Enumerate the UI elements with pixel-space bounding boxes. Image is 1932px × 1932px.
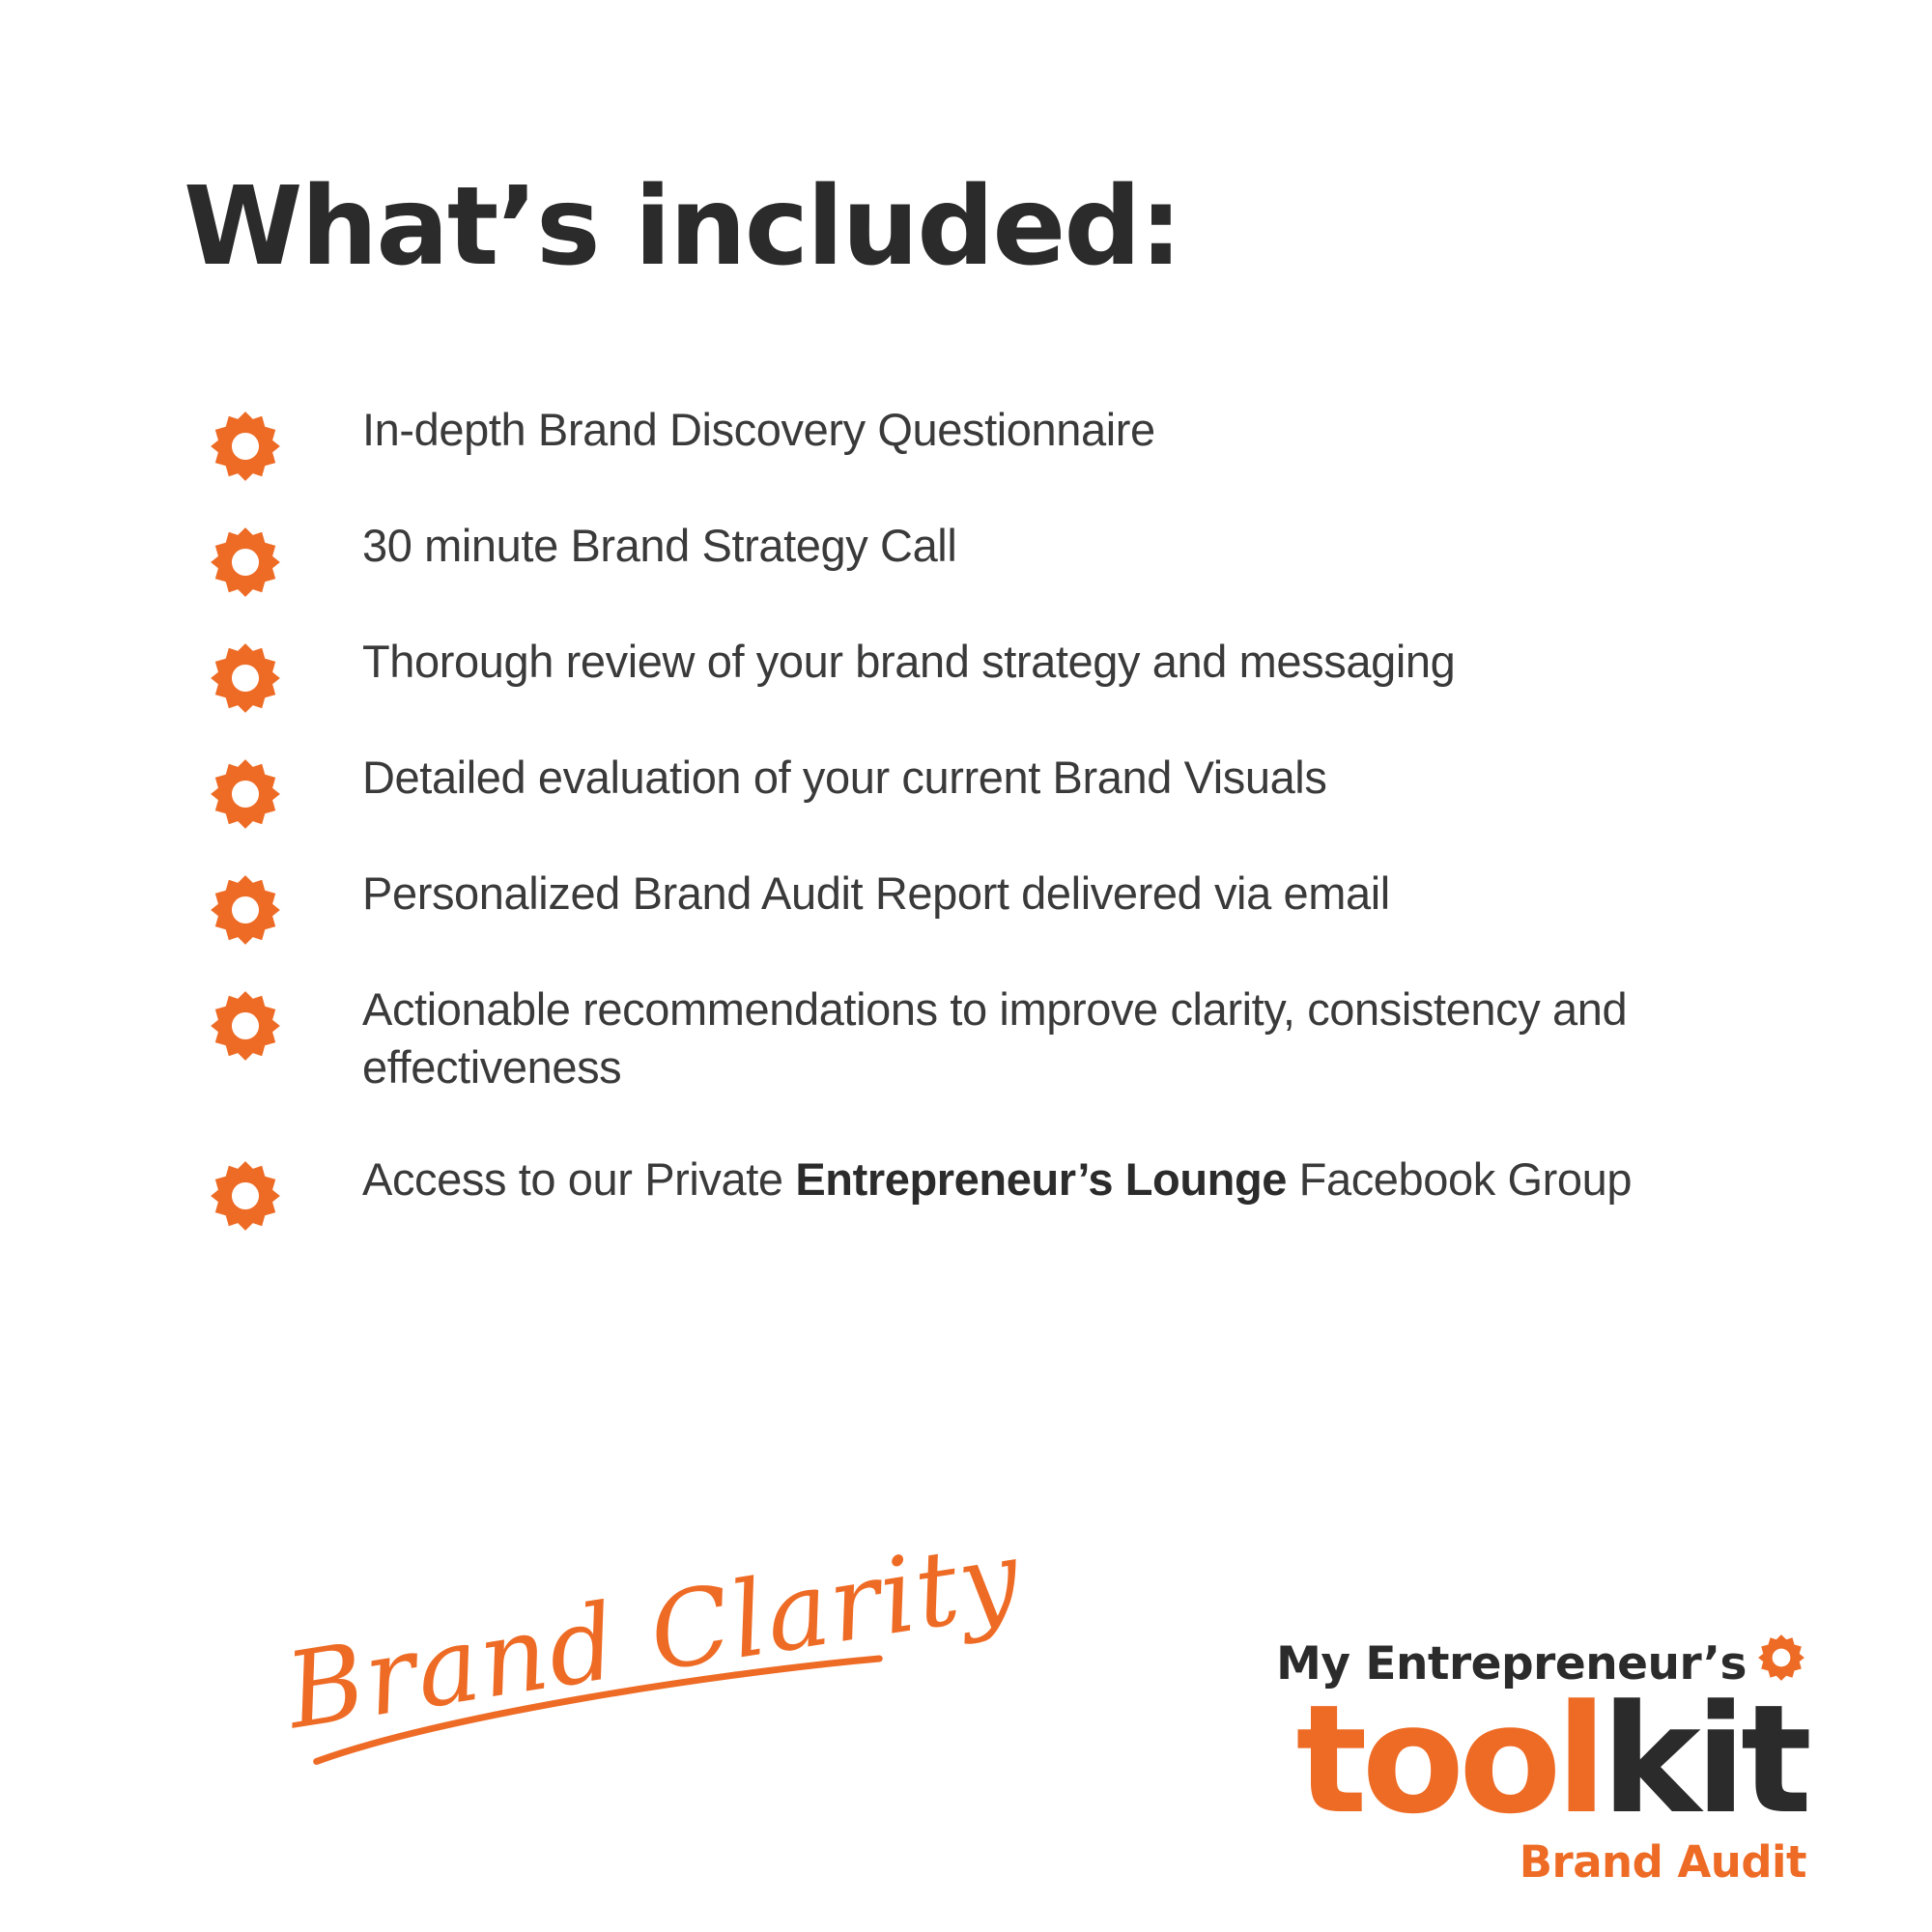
gear-icon xyxy=(208,401,362,484)
list-item-label: In-depth Brand Discovery Questionnaire xyxy=(362,404,1155,455)
list-item-label: Thorough review of your brand strategy and messaging xyxy=(362,636,1456,687)
list-item xyxy=(208,865,1831,948)
logo-tagline: Brand Audit xyxy=(1519,1836,1806,1889)
gear-icon xyxy=(208,1151,362,1234)
logo-word-kit: kit xyxy=(1601,1672,1806,1847)
list-item-text-bold: Entrepreneur’s Lounge xyxy=(795,1153,1287,1206)
list-item-label-rich xyxy=(362,1151,1632,1208)
included-list xyxy=(208,401,1831,1266)
list-item xyxy=(208,517,1831,600)
list-item-label: Personalized Brand Audit Report delivered via email xyxy=(362,867,1390,919)
list-item-label: Detailed evaluation of your current Brand Visuals xyxy=(362,752,1327,803)
logo-word-tool: tool xyxy=(1295,1672,1602,1847)
logo xyxy=(1227,1633,1806,1888)
gear-icon xyxy=(208,865,362,948)
list-item xyxy=(208,633,1831,716)
logo-line1-text: My Entrepreneur’s xyxy=(1276,1636,1747,1690)
logo-wordmark xyxy=(1227,1672,1806,1847)
gear-icon xyxy=(208,517,362,600)
brand-clarity-script xyxy=(279,1518,1033,1774)
gear-icon xyxy=(208,749,362,832)
gear-icon xyxy=(208,980,362,1064)
list-item-text-before: Access to our Private xyxy=(362,1153,796,1206)
gear-icon xyxy=(208,633,362,716)
list-item xyxy=(208,980,1831,1096)
list-item-label: 30 minute Brand Strategy Call xyxy=(362,520,957,571)
brand-clarity-text: Brand Clarity xyxy=(278,1517,1030,1753)
list-item-text-after: Facebook Group xyxy=(1287,1153,1633,1206)
list-item xyxy=(208,1151,1831,1234)
list-item xyxy=(208,749,1831,832)
list-item-label: Actionable recommendations to improve clarity, consistency and effectiveness xyxy=(362,983,1628,1094)
list-item xyxy=(208,401,1831,484)
page-title: What’s included: xyxy=(184,164,1181,290)
